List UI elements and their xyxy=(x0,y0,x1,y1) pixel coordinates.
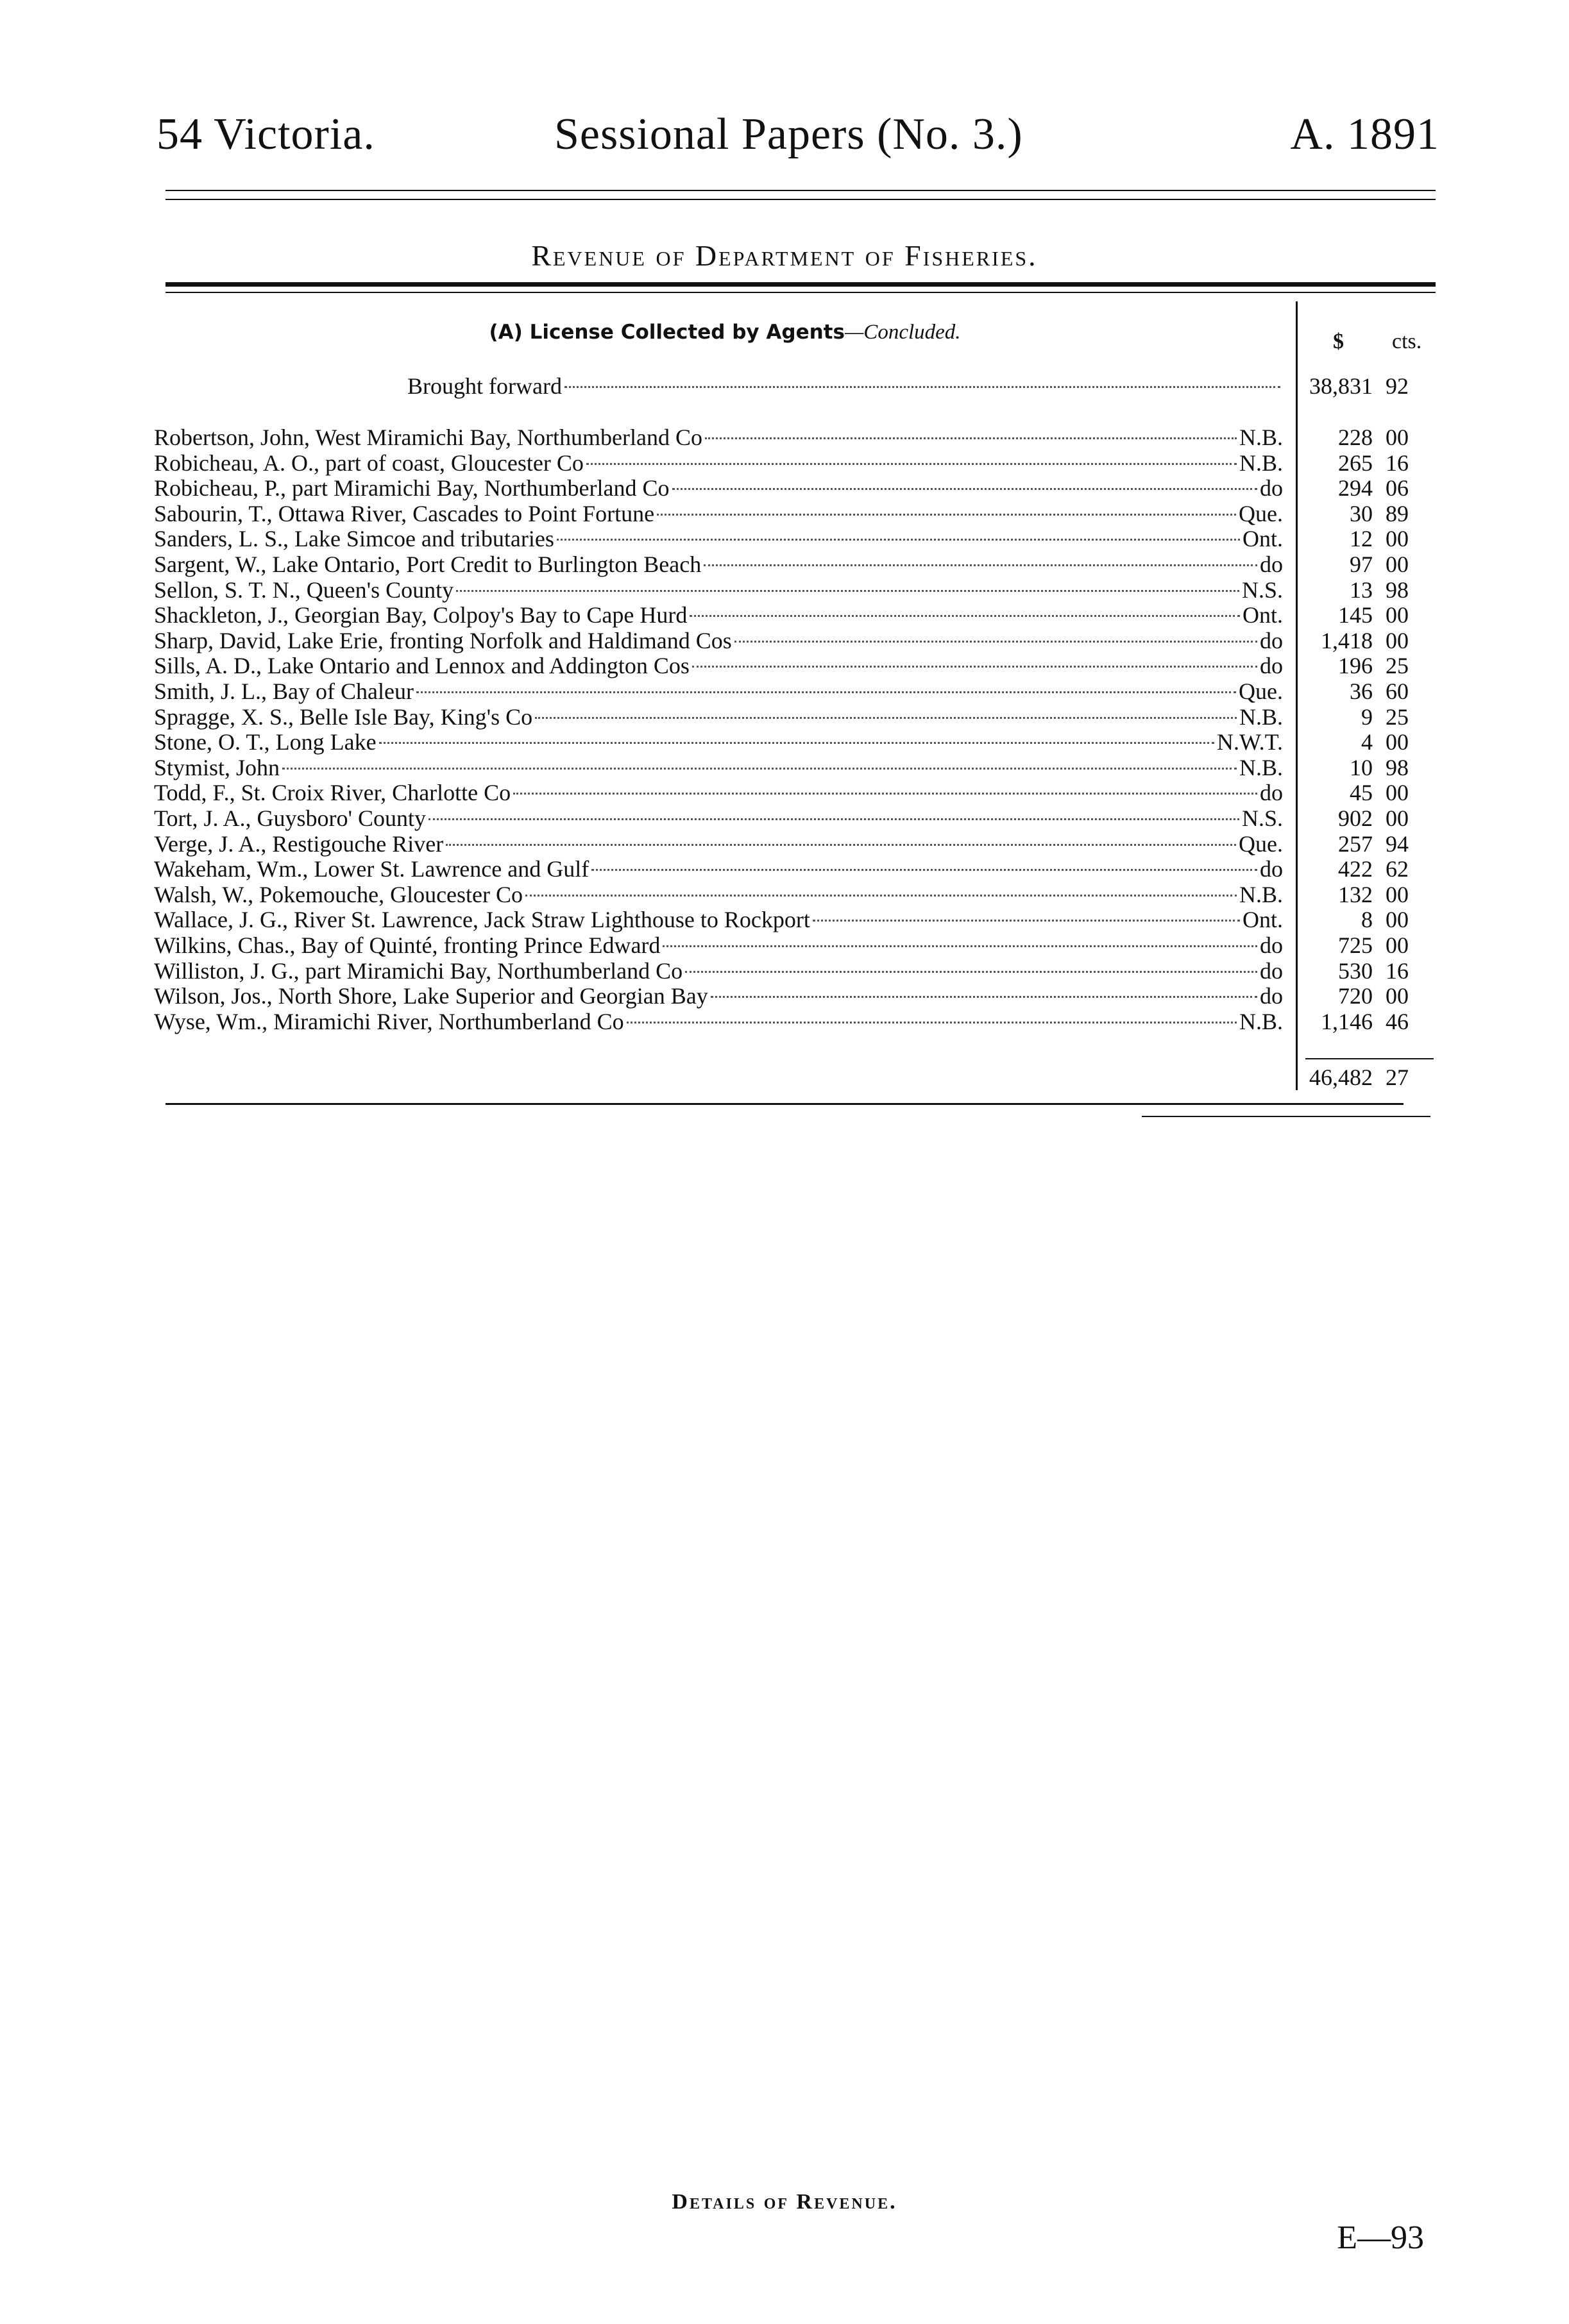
amount-dollars: 228 xyxy=(1338,425,1373,450)
province-code: Ont. xyxy=(1242,602,1283,628)
amount-cents: 89 xyxy=(1386,500,1409,526)
agent-entry: Shackleton, J., Georgian Bay, Colpoy's Bay to Cape Hurd xyxy=(154,602,688,628)
amount-dollars: 36 xyxy=(1350,678,1373,704)
table-heading xyxy=(160,321,1289,344)
amount-cents: 00 xyxy=(1386,932,1409,958)
agent-entry: Sills, A. D., Lake Ontario and Lennox and Addington Cos xyxy=(154,653,690,679)
agent-entry: Todd, F., St. Croix River, Charlotte Co xyxy=(154,780,511,806)
amount-cents: 98 xyxy=(1386,754,1409,780)
amount-column-divider xyxy=(1296,301,1298,1090)
header-rule-bottom xyxy=(165,199,1436,200)
amount-dollars: 265 xyxy=(1338,450,1373,476)
amount-dollars: 97 xyxy=(1350,552,1373,577)
amount-cents: 00 xyxy=(1386,627,1409,653)
table-heading-label: (A) License Collected by Agents xyxy=(489,321,845,344)
amount-cents: 62 xyxy=(1386,856,1409,882)
title-rule-thick xyxy=(165,282,1436,287)
cents-column-header: cts. xyxy=(1392,330,1422,353)
title-rule-thin xyxy=(165,292,1436,293)
province-code: Ont. xyxy=(1242,526,1283,552)
agent-entry: Wyse, Wm., Miramichi River, Northumberland Co xyxy=(154,1008,624,1034)
amount-dollars: 1,418 xyxy=(1321,627,1373,653)
agent-entry: Robicheau, A. O., part of coast, Gloucester Co xyxy=(154,450,584,476)
section-title: Revenue of Department of Fisheries. xyxy=(531,239,1038,272)
agent-entry: Stymist, John xyxy=(154,754,280,780)
amount-cents: 16 xyxy=(1386,957,1409,984)
agent-entry: Sellon, S. T. N., Queen's County xyxy=(154,577,454,603)
agent-entry: Stone, O. T., Long Lake xyxy=(154,729,377,755)
table-bottom-rule-thin xyxy=(1142,1116,1430,1117)
province-code: N.B. xyxy=(1239,881,1283,907)
brought-forward-dollars: 38,831 xyxy=(1309,373,1373,399)
footer-title: Details of Revenue. xyxy=(672,2190,897,2214)
amount-cents: 00 xyxy=(1386,425,1409,450)
agent-entry: Tort, J. A., Guysboro' County xyxy=(154,805,426,831)
total-dollars: 46,482 xyxy=(1309,1065,1373,1090)
province-code: do xyxy=(1260,856,1283,882)
amount-cents: 46 xyxy=(1386,1008,1409,1034)
amount-dollars: 422 xyxy=(1338,856,1373,882)
amount-dollars: 725 xyxy=(1338,932,1373,958)
province-code: N.S. xyxy=(1241,805,1283,831)
province-code: N.W.T. xyxy=(1217,729,1283,755)
province-code: do xyxy=(1260,932,1283,958)
province-code: N.S. xyxy=(1241,577,1283,603)
session-label: 54 Victoria. xyxy=(157,110,375,159)
license-table xyxy=(154,301,1443,1090)
province-code: do xyxy=(1260,475,1283,501)
brought-forward-label: Brought forward xyxy=(407,373,562,399)
amount-cents: 94 xyxy=(1386,830,1409,857)
header-rule-top xyxy=(165,190,1436,191)
agent-entry: Robertson, John, West Miramichi Bay, Northumberland Co xyxy=(154,425,702,450)
agent-entry: Williston, J. G., part Miramichi Bay, Northumberland Co xyxy=(154,957,683,984)
amount-dollars: 530 xyxy=(1338,957,1373,984)
province-code: Que. xyxy=(1239,678,1283,704)
amount-cents: 00 xyxy=(1386,907,1409,933)
agent-entry: Sabourin, T., Ottawa River, Cascades to Point Fortune xyxy=(154,500,655,526)
amount-dollars: 9 xyxy=(1361,703,1373,730)
amount-cents: 06 xyxy=(1386,475,1409,501)
year-label: A. 1891 xyxy=(1290,110,1439,159)
amount-dollars: 902 xyxy=(1338,805,1373,831)
amount-cents: 00 xyxy=(1386,526,1409,552)
amount-cents: 00 xyxy=(1386,552,1409,577)
total-cents: 27 xyxy=(1386,1065,1409,1090)
amount-dollars: 145 xyxy=(1338,602,1373,628)
amount-dollars: 8 xyxy=(1361,907,1373,933)
amount-cents: 00 xyxy=(1386,805,1409,831)
province-code: N.B. xyxy=(1239,425,1283,450)
amount-dollars: 294 xyxy=(1338,475,1373,501)
amount-cents: 00 xyxy=(1386,729,1409,755)
province-code: do xyxy=(1260,627,1283,653)
agent-entry: Wallace, J. G., River St. Lawrence, Jack Straw Lighthouse to Rockport xyxy=(154,907,810,933)
agent-entry: Sanders, L. S., Lake Simcoe and tributaries xyxy=(154,526,554,552)
agent-entry: Sargent, W., Lake Ontario, Port Credit to Burlington Beach xyxy=(154,552,702,577)
brought-forward-cents: 92 xyxy=(1386,373,1409,399)
amount-dollars: 1,146 xyxy=(1321,1008,1373,1034)
agent-entry: Wilson, Jos., North Shore, Lake Superior and Georgian Bay xyxy=(154,983,708,1009)
province-code: Ont. xyxy=(1242,907,1283,933)
agent-entry: Walsh, W., Pokemouche, Gloucester Co xyxy=(154,881,523,907)
amount-dollars: 4 xyxy=(1361,729,1373,755)
province-code: N.B. xyxy=(1239,754,1283,780)
province-code: do xyxy=(1260,653,1283,679)
agent-entry: Wakeham, Wm., Lower St. Lawrence and Gulf xyxy=(154,856,589,882)
running-header xyxy=(157,109,1439,173)
province-code: do xyxy=(1260,957,1283,984)
table-bottom-rule xyxy=(165,1103,1404,1105)
agent-entry: Robicheau, P., part Miramichi Bay, Northumberland Co xyxy=(154,475,670,501)
amount-cents: 00 xyxy=(1386,780,1409,806)
total-rule xyxy=(1305,1058,1434,1059)
amount-dollars: 13 xyxy=(1350,577,1373,603)
amount-dollars: 257 xyxy=(1338,830,1373,857)
amount-dollars: 132 xyxy=(1338,881,1373,907)
province-code: N.B. xyxy=(1239,703,1283,730)
province-code: do xyxy=(1260,552,1283,577)
agent-entry: Spragge, X. S., Belle Isle Bay, King's Co xyxy=(154,703,533,730)
amount-dollars: 45 xyxy=(1350,780,1373,806)
amount-cents: 00 xyxy=(1386,602,1409,628)
province-code: Que. xyxy=(1239,500,1283,526)
amount-dollars: 10 xyxy=(1350,754,1373,780)
amount-cents: 00 xyxy=(1386,983,1409,1009)
table-heading-suffix: —Concluded. xyxy=(844,321,961,344)
dollars-column-header: $ xyxy=(1333,330,1344,353)
province-code: do xyxy=(1260,983,1283,1009)
amount-dollars: 12 xyxy=(1350,526,1373,552)
page-number: E—93 xyxy=(1337,2219,1424,2256)
amount-dollars: 30 xyxy=(1350,500,1373,526)
amount-cents: 25 xyxy=(1386,653,1409,679)
amount-cents: 00 xyxy=(1386,881,1409,907)
agent-entry: Smith, J. L., Bay of Chaleur xyxy=(154,678,414,704)
amount-dollars: 196 xyxy=(1338,653,1373,679)
amount-cents: 25 xyxy=(1386,703,1409,730)
agent-entry: Sharp, David, Lake Erie, fronting Norfolk and Haldimand Cos xyxy=(154,627,732,653)
province-code: do xyxy=(1260,780,1283,806)
province-code: N.B. xyxy=(1239,450,1283,476)
province-code: N.B. xyxy=(1239,1008,1283,1034)
province-code: Que. xyxy=(1239,830,1283,857)
amount-cents: 16 xyxy=(1386,450,1409,476)
sessional-papers-label: Sessional Papers (No. 3.) xyxy=(554,110,1023,159)
agent-entry: Wilkins, Chas., Bay of Quinté, fronting Prince Edward xyxy=(154,932,661,958)
amount-dollars: 720 xyxy=(1338,983,1373,1009)
amount-cents: 60 xyxy=(1386,678,1409,704)
agent-entry: Verge, J. A., Restigouche River xyxy=(154,830,444,857)
amount-cents: 98 xyxy=(1386,577,1409,603)
